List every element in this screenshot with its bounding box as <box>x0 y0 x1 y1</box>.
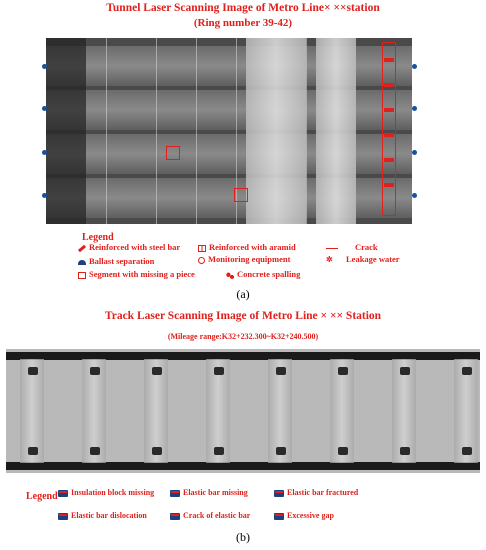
leakage-water-icon: ✲ <box>326 255 333 265</box>
ring-marker-icon <box>42 150 47 155</box>
legend-item: Segment with missing a piece <box>78 269 195 279</box>
track-title: Track Laser Scanning Image of Metro Line × ×× Station <box>104 310 382 322</box>
legend-item: ✲ Leakage water <box>326 254 400 265</box>
steel-bar-icon <box>78 244 86 251</box>
ring-marker-icon <box>42 193 47 198</box>
tunnel-legend-title: Legend <box>82 232 114 243</box>
monitoring-equipment-icon <box>198 257 205 264</box>
ring-marker-icon <box>42 64 47 69</box>
crack-icon <box>326 248 338 249</box>
legend-item: Crack of elastic bar <box>170 511 250 520</box>
crack-elastic-bar-icon <box>170 513 180 520</box>
legend-item: Concrete spalling <box>226 269 300 279</box>
ring-marker-icon <box>412 106 417 111</box>
legend-item: Excessive gap <box>274 511 334 520</box>
legend-item: Elastic bar dislocation <box>58 511 147 520</box>
track-legend-title: Legend <box>26 491 58 502</box>
legend-item: Ballast separation <box>78 256 154 266</box>
legend-item: Elastic bar fractured <box>274 488 358 497</box>
ring-marker-icon <box>412 150 417 155</box>
legend-item: Reinforced with steel bar <box>78 242 180 252</box>
legend-item: Reinforced with aramid <box>198 242 296 252</box>
elastic-bar-dislocation-icon <box>58 513 68 520</box>
legend-item: Crack <box>326 242 378 252</box>
legend-item: Monitoring equipment <box>198 254 290 264</box>
legend-item: Insulation block missing <box>58 488 154 497</box>
insulation-block-icon <box>58 490 68 497</box>
excessive-gap-icon <box>274 513 284 520</box>
track-subtitle: (Mileage range:K32+232.300~K32+240.500) <box>167 332 319 341</box>
elastic-bar-missing-icon <box>170 490 180 497</box>
ring-marker-icon <box>412 64 417 69</box>
tunnel-title: Tunnel Laser Scanning Image of Metro Line× ××station <box>106 2 380 14</box>
elastic-bar-fractured-icon <box>274 490 284 497</box>
track-scan-image <box>6 349 480 473</box>
ring-marker-icon <box>412 193 417 198</box>
aramid-icon <box>198 245 206 252</box>
tunnel-scan-image <box>46 38 412 224</box>
caption-b: (b) <box>236 530 250 544</box>
tunnel-subtitle: (Ring number 39-42) <box>193 17 293 29</box>
caption-a: (a) <box>236 287 250 301</box>
legend-item: Elastic bar missing <box>170 488 248 497</box>
missing-piece-icon <box>78 272 86 279</box>
ballast-separation-icon <box>78 260 86 265</box>
concrete-spalling-icon <box>226 272 234 279</box>
ring-marker-icon <box>42 106 47 111</box>
